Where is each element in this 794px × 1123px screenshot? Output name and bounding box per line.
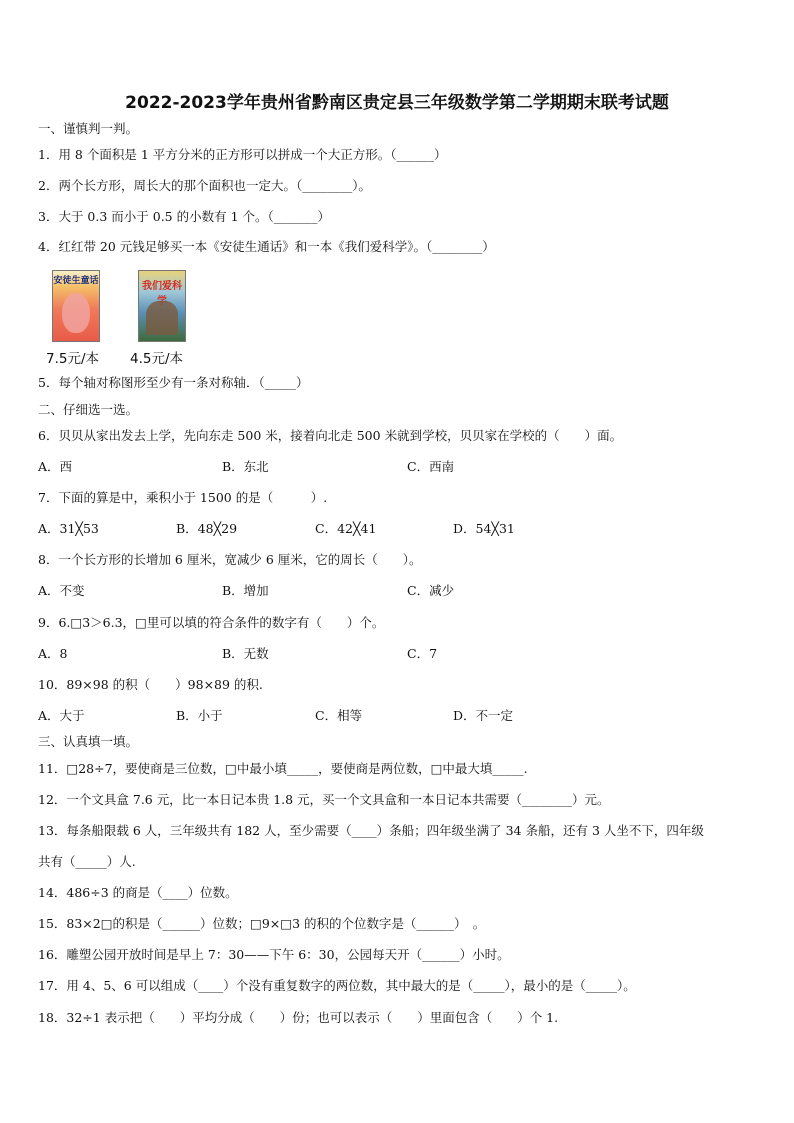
q10-option-b: B．小于: [176, 708, 223, 723]
q9-option-b: B．无数: [222, 646, 269, 661]
q6-option-b: B．东北: [222, 459, 269, 474]
q7-option-a: A．31╳53: [38, 521, 99, 536]
question-18: 18．32÷1 表示把（ ）平均分成（ ）份；也可以表示（ ）里面包含（ ）个 1.: [38, 1010, 559, 1025]
page-title: 2022-2023学年贵州省黔南区贵定县三年级数学第二学期期末联考试题: [125, 93, 669, 113]
q6-option-c: C．西南: [407, 459, 455, 474]
question-9: 9．6.□3＞6.3，□里可以填的符合条件的数字有（ ）个。: [38, 615, 385, 630]
book-cover-science-title: 我们爱科: [142, 281, 182, 292]
book-cover-science: [138, 270, 186, 342]
question-4: 4．红红带 20 元钱足够买一本《安徒生通话》和一本《我们爱科学》。（________）: [38, 239, 495, 254]
q10-option-d: D．不一定: [453, 708, 514, 723]
book-price-1: 7.5元/本: [46, 351, 100, 367]
book-cover-illustration: [146, 301, 178, 335]
book-cover-andersen: [52, 270, 100, 342]
question-1: 1．用 8 个面积是 1 平方分米的正方形可以拼成一个大正方形。（______）: [38, 147, 447, 162]
question-14: 14．486÷3 的商是（____）位数。: [38, 885, 238, 900]
question-3: 3．大于 0.3 而小于 0.5 的小数有 1 个。（_______）: [38, 209, 331, 224]
q9-option-c: C．7: [407, 646, 438, 661]
section-heading-choose: 二、仔细选一选。: [38, 402, 139, 417]
q8-option-a: A．不变: [38, 583, 85, 598]
question-2: 2．两个长方形，周长大的那个面积也一定大。（________）。: [38, 178, 371, 193]
question-10: 10．89×98 的积（ ）98×89 的积.: [38, 677, 263, 692]
section-heading-fill: 三、认真填一填。: [38, 734, 139, 749]
q9-option-a: A．8: [38, 646, 68, 661]
question-12: 12．一个文具盒 7.6 元，比一本日记本贵 1.8 元，买一个文具盒和一本日记本共需要（________）元。: [38, 792, 610, 807]
book-cover-andersen-title: 安徒生童话: [53, 276, 99, 286]
question-6: 6．贝贝从家出发去上学，先向东走 500 米，接着向北走 500 米就到学校，贝贝家在学校的（ ）面。: [38, 428, 623, 443]
q8-option-b: B．增加: [222, 583, 269, 598]
question-17: 17．用 4、5、6 可以组成（____）个没有重复数字的两位数，其中最大的是（_____），最小的是（_____）。: [38, 978, 636, 993]
q7-option-d: D．54╳31: [453, 521, 515, 536]
question-15: 15．83×2□的积是（______）位数；□9×□3 的积的个位数字是（______） 。: [38, 916, 486, 931]
question-5: 5．每个轴对称图形至少有一条对称轴．（_____）: [38, 375, 309, 390]
book-price-2: 4.5元/本: [130, 351, 184, 367]
question-13-line-1: 13．每条船限载 6 人，三年级共有 182 人，至少需要（____）条船；四年级坐满了 34 条船，还有 3 人坐不下，四年级: [38, 823, 704, 838]
q10-option-a: A．大于: [38, 708, 85, 723]
question-13-line-2: 共有（_____）人.: [38, 854, 136, 869]
q7-option-b: B．48╳29: [176, 521, 238, 536]
q6-option-a: A．西: [38, 459, 73, 474]
q10-option-c: C．相等: [315, 708, 363, 723]
q7-option-c: C．42╳41: [315, 521, 377, 536]
question-8: 8．一个长方形的长增加 6 厘米，宽减少 6 厘米，它的周长（ ）。: [38, 552, 422, 567]
question-7: 7．下面的算是中，乘积小于 1500 的是（ ）.: [38, 490, 328, 505]
question-16: 16．雕塑公园开放时间是早上 7：30——下午 6：30，公园每天开（______）小时。: [38, 947, 510, 962]
question-11: 11．□28÷7，要使商是三位数，□中最小填_____，要使商是两位数，□中最大填_____.: [38, 761, 528, 776]
book-cover-illustration: [62, 293, 90, 333]
section-heading-judge: 一、谨慎判一判。: [38, 121, 139, 136]
q8-option-c: C．减少: [407, 583, 455, 598]
